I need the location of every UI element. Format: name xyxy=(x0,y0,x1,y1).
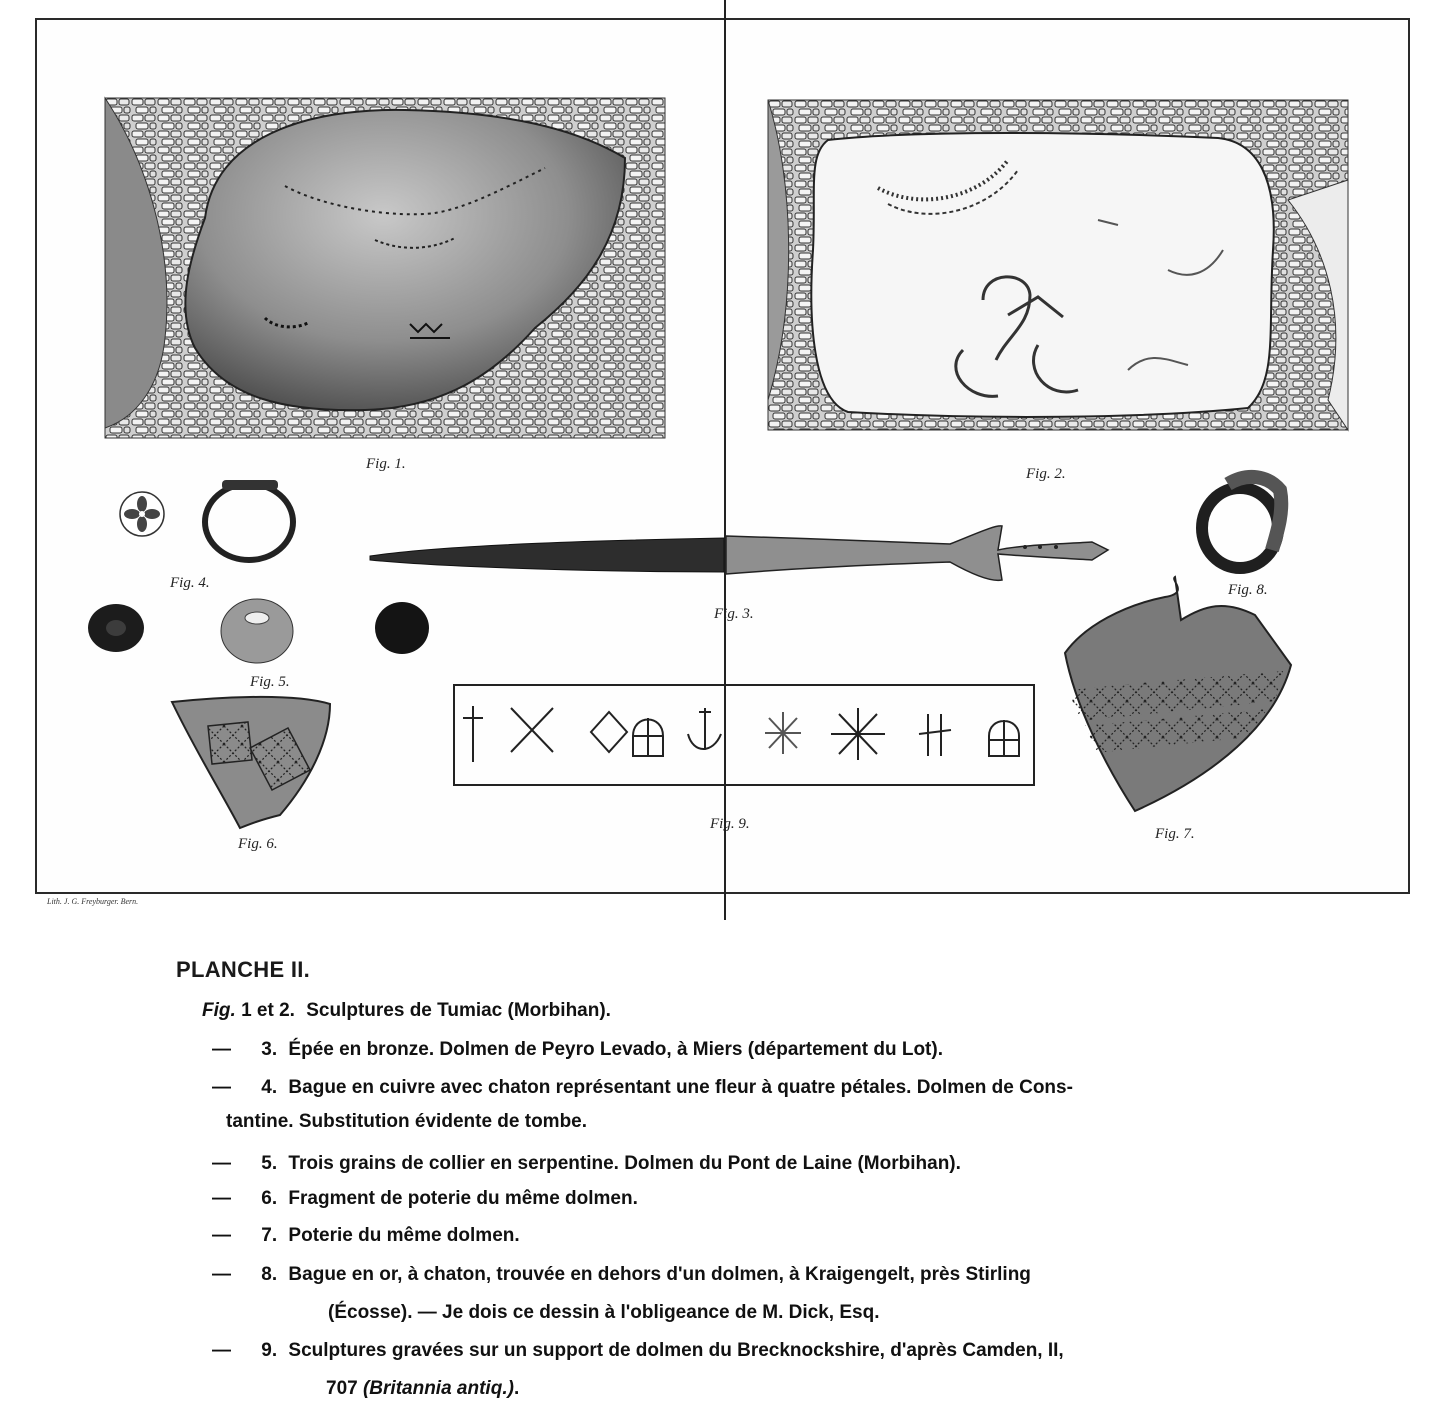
entry-num: 8. xyxy=(261,1264,278,1285)
fig8-label: Fig. 8. xyxy=(1228,582,1268,598)
entry-cont-num: 707 xyxy=(326,1378,358,1399)
fig8-ring-drawing xyxy=(1188,470,1298,580)
caption-entry-9-cont xyxy=(326,1378,519,1400)
fig2-label: Fig. 2. xyxy=(1026,466,1066,482)
caption-entry-9 xyxy=(212,1340,1064,1362)
entry-dash: — xyxy=(212,1153,231,1174)
lithographer-credit: Lith. J. G. Freyburger. Bern. xyxy=(47,897,139,906)
entry-num: 9. xyxy=(261,1340,278,1361)
fig3-label: Fig. 3. xyxy=(714,606,754,622)
entry-dash: — xyxy=(212,1340,231,1361)
fig6-fragment-drawing xyxy=(170,690,340,830)
caption-entry-8 xyxy=(212,1264,1031,1286)
caption-entry-5 xyxy=(212,1153,961,1175)
entry-dash: — xyxy=(212,1188,231,1209)
fig6-label: Fig. 6. xyxy=(238,836,278,852)
fig1-boulder-drawing xyxy=(105,98,665,438)
entry-text: Bague en cuivre avec chaton représentant une fleur à quatre pétales. Dolmen de Cons- xyxy=(288,1077,1073,1098)
fig4-label: Fig. 4. xyxy=(170,575,210,591)
fig9-signs-drawing xyxy=(453,684,1035,786)
entry-num: 4. xyxy=(261,1077,278,1098)
entry-num: 6. xyxy=(261,1188,278,1209)
caption-entry-3 xyxy=(212,1039,943,1061)
entry-dash: — xyxy=(212,1077,231,1098)
entry-num: 1 et 2. xyxy=(241,1000,295,1021)
entry-num: 5. xyxy=(261,1153,278,1174)
fig-word: Fig. xyxy=(202,1000,236,1021)
fig3-sword-drawing xyxy=(370,520,1115,610)
fig5-beads-drawing xyxy=(86,598,436,668)
entry-dash: — xyxy=(212,1039,231,1060)
entry-num: 7. xyxy=(261,1225,278,1246)
entry-text: Fragment de poterie du même dolmen. xyxy=(288,1188,638,1209)
fig2-slab-drawing xyxy=(768,100,1348,430)
entry-cont-italic: (Britannia antiq.) xyxy=(362,1378,514,1399)
fig7-label: Fig. 7. xyxy=(1155,826,1195,842)
entry-text: Sculptures de Tumiac (Morbihan). xyxy=(306,1000,611,1021)
entry-num: 3. xyxy=(261,1039,278,1060)
entry-text: Trois grains de collier en serpentine. Dolmen du Pont de Laine (Morbihan). xyxy=(288,1153,961,1174)
entry-dash: — xyxy=(212,1225,231,1246)
entry-text: Épée en bronze. Dolmen de Peyro Levado, à Miers (département du Lot). xyxy=(288,1039,943,1060)
entry-text: Bague en or, à chaton, trouvée en dehors d'un dolmen, à Kraigengelt, près Stirling xyxy=(288,1264,1031,1285)
plate-title: PLANCHE II. xyxy=(176,957,311,982)
fig1-label: Fig. 1. xyxy=(366,456,406,472)
caption-entry-7 xyxy=(212,1225,520,1247)
entry-text: Poterie du même dolmen. xyxy=(288,1225,520,1246)
fig4-ring-drawing xyxy=(112,478,302,578)
entry-text: Sculptures gravées sur un support de dolmen du Brecknockshire, d'après Camden, II, xyxy=(288,1340,1064,1361)
fig9-label: Fig. 9. xyxy=(710,816,750,832)
caption-entry-4-cont: tantine. Substitution évidente de tombe. xyxy=(226,1111,588,1132)
caption-entry-4 xyxy=(212,1077,1073,1099)
caption-entry-8-cont: (Écosse). — Je dois ce dessin à l'obligeance de M. Dick, Esq. xyxy=(328,1302,880,1323)
fig5-label: Fig. 5. xyxy=(250,674,290,690)
entry-cont-tail: . xyxy=(513,1378,520,1399)
fig7-pottery-drawing xyxy=(1055,575,1295,815)
caption-entry-6 xyxy=(212,1188,638,1210)
caption-entry-1 xyxy=(202,1000,611,1022)
entry-dash: — xyxy=(212,1264,231,1285)
